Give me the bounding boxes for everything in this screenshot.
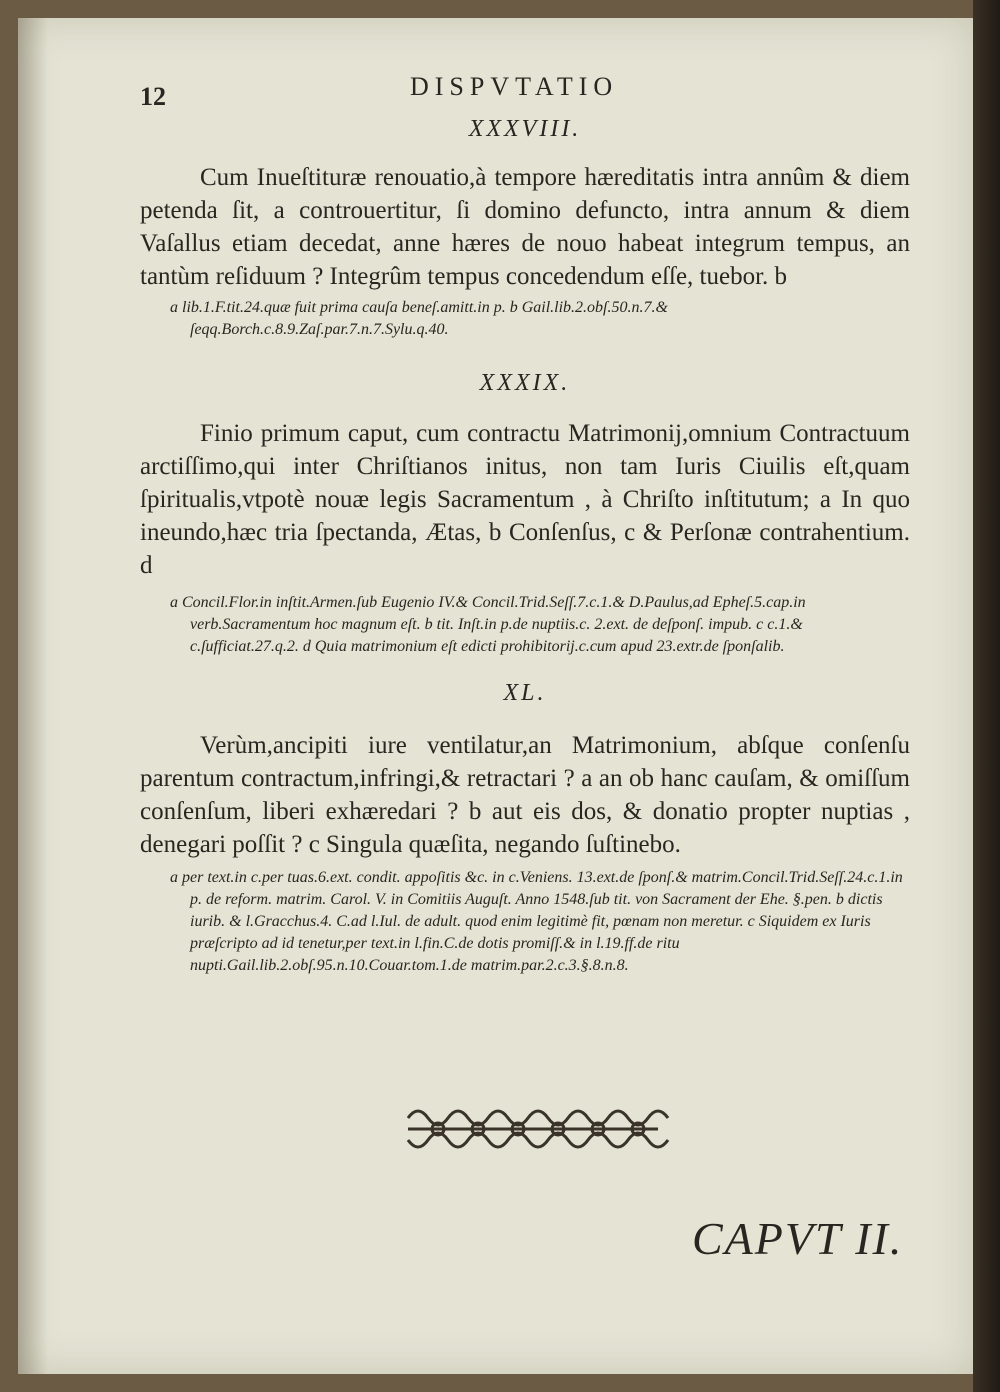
ornament-graphic	[398, 1098, 670, 1160]
section-text: Verùm,ancipiti iure ventilatur,an Matrimonium, abſque conſenſu parentum contractum,infringi,& retractari ? a an ob hanc cauſam, & omiſſum conſenſum, liberi exhæredari ? b aut eis dos, & donatio propter nuptias , denegari poſſit ? c Singula quæſita, negando ſuſtinebo.	[140, 732, 910, 858]
section-number: XXXVIII.	[468, 116, 582, 142]
section-38	[140, 116, 910, 341]
page-gutter	[18, 18, 48, 1374]
footnotes: a per text.in c.per tuas.6.ext. condit. appoſitis &c. in c.Veniens. 13.ext.de ſponſ.& matrim.Concil.Trid.Seſſ.24.c.1.in p. de reform. matrim. Carol. V. in Comitiis Auguſt. Anno 1548.ſub tit. von Sacrament der Ehe. §.pen. b dictis iurib. & l.Gracchus.4. C.ad l.Iul. de adult. quod enim legitimè fit, pœnam non meretur. c Siquidem ex Iuris præſcripto ad id tenetur,per text.in l.fin.C.de dotis promiſſ.& in l.19.ff.de ritu nupti.Gail.lib.2.obſ.95.n.10.Couar.tom.1.de matrim.par.2.c.3.§.8.n.8.	[170, 869, 903, 974]
page-number: 12	[140, 82, 166, 111]
footnotes: a lib.1.F.tit.24.quæ fuit prima cauſa beneſ.amitt.in p. b Gail.lib.2.obſ.50.n.7.& ſeqq.Borch.c.8.9.Zaſ.par.7.n.7.Sylu.q.40.	[170, 299, 668, 338]
section-number: XXXIX.	[479, 370, 571, 396]
section-number: XL.	[503, 680, 547, 706]
running-head: DISPVTATIO	[410, 72, 619, 101]
section-text: Cum Inueſtituræ renouatio,à tempore hæreditatis intra annûm & diem petenda ſit, a controuertitur, ſi domino defuncto, intra annum & diem Vaſallus etiam decedat, anne hæres de nouo habeat integrum tempus, an tantùm reſiduum ? Integrûm tempus concedendum eſſe, tuebor. b	[140, 164, 910, 290]
section-39	[140, 370, 910, 658]
book-edge	[973, 0, 1000, 1392]
footnotes: a Concil.Flor.in inſtit.Armen.ſub Eugenio IV.& Concil.Trid.Seſſ.7.c.1.& D.Paulus,ad Epheſ.5.cap.in verb.Sacramentum hoc magnum eſt. b tit. Inſt.in p.de nuptiis.c. 2.ext. de deſponſ. impub. c c.1.& c.ſufficiat.27.q.2. d Quia matrimonium eſt edicti prohibitorij.c.cum apud 23.extr.de ſponſalib.	[170, 594, 806, 655]
section-40	[140, 680, 910, 977]
ornament-icon	[398, 1098, 670, 1160]
catchword: CAPVT II.	[692, 1213, 904, 1264]
section-text: Finio primum caput, cum contractu Matrimonij,omnium Contractuum arctiſſimo,qui inter Chriſtianos initus, non tam Iuris Ciuilis eſt,quam ſpiritualis,vtpotè nouæ legis Sacramentum , à Chriſto inſtitutum; a In quo ineundo,hæc tria ſpectanda, Ætas, b Conſenſus, c & Perſonæ contrahentium. d	[140, 420, 910, 579]
